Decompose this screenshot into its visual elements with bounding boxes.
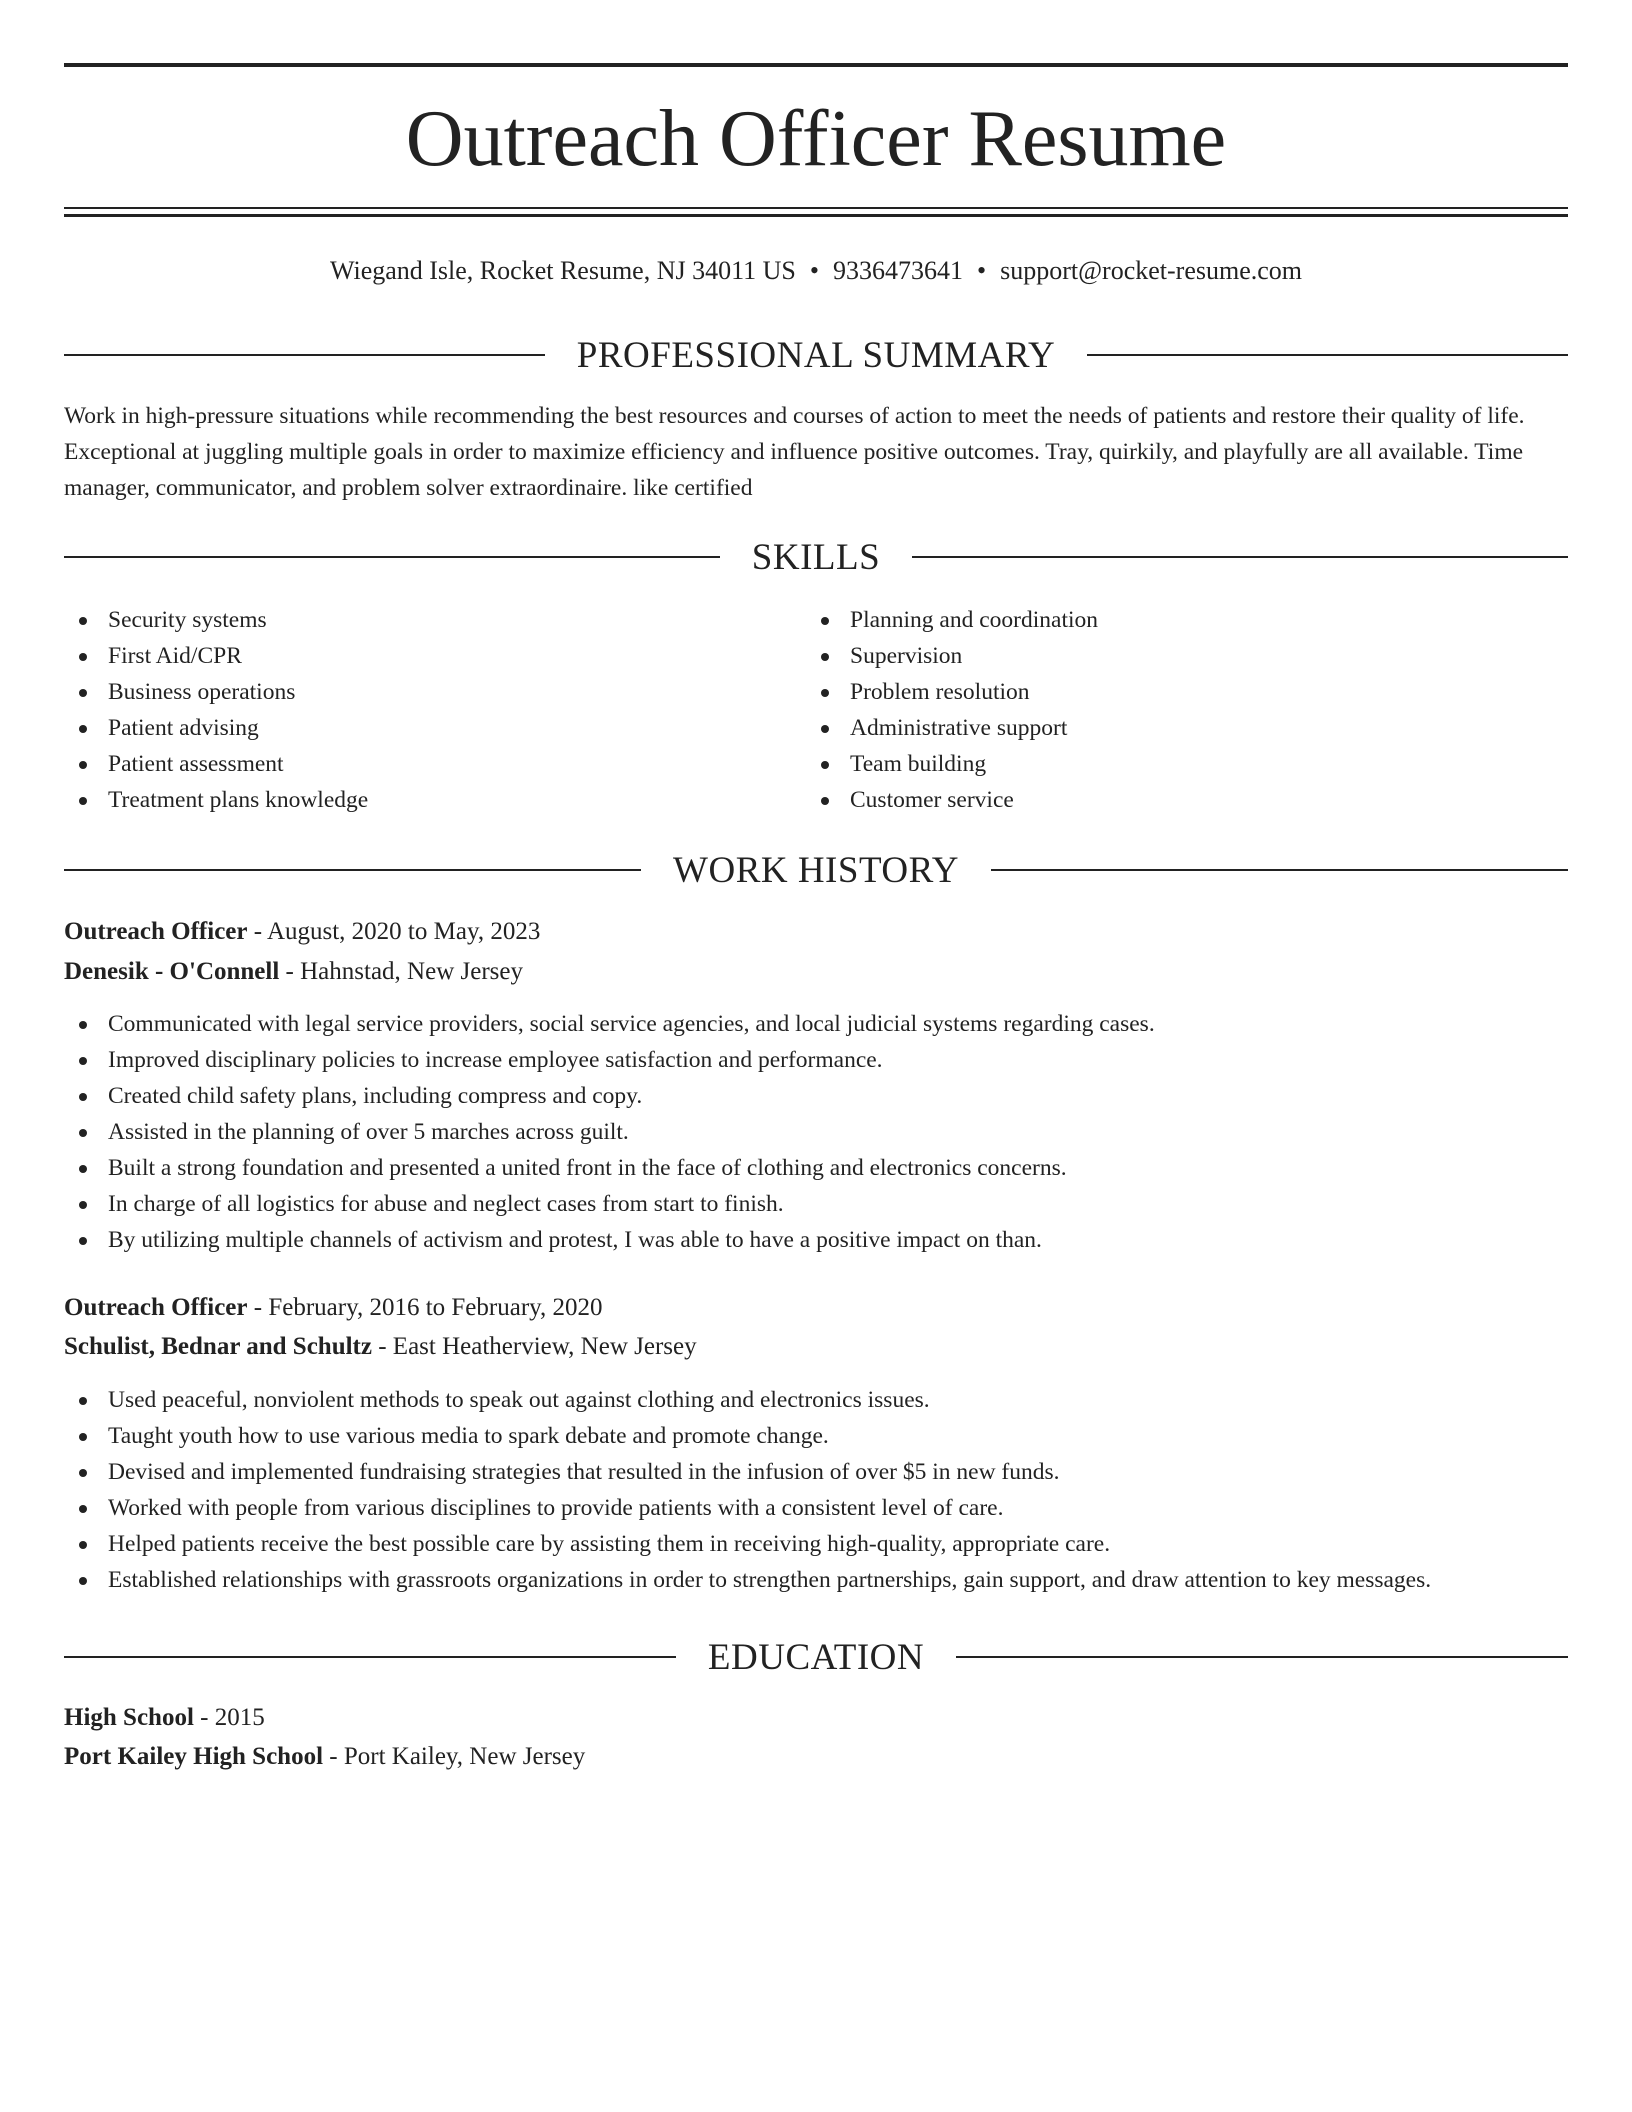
job-bullet: Improved disciplinary policies to increase employee satisfaction and performance. (64, 1042, 1568, 1078)
job-bullet: Worked with people from various disciplines to provide patients with a consistent level of care. (64, 1490, 1568, 1526)
job-bullet: Taught youth how to use various media to spark debate and promote change. (64, 1418, 1568, 1454)
skill-item: Team building (806, 746, 1098, 782)
skill-item: Problem resolution (806, 674, 1098, 710)
job-title-line (64, 1288, 603, 1328)
education-degree-line (64, 1698, 265, 1738)
education-location: Port Kailey, New Jersey (343, 1743, 586, 1770)
skill-item: Patient advising (64, 710, 368, 746)
summary-heading-label: PROFESSIONAL SUMMARY (576, 334, 1056, 376)
contact-separator: • (977, 256, 987, 285)
contact-separator: • (809, 256, 819, 285)
job-bullets (64, 1382, 1568, 1598)
job-bullet: Devised and implemented fundraising strategies that resulted in the infusion of over $5 in new funds. (64, 1454, 1568, 1490)
header-rule-lower (64, 214, 1568, 217)
job-bullets (64, 1006, 1568, 1258)
contact-phone: 9336473641 (833, 256, 963, 285)
job-company: Schulist, Bednar and Schultz (64, 1333, 372, 1360)
education-year: 2015 (214, 1704, 265, 1731)
heading-rule-right (991, 869, 1568, 871)
skills-heading-label: SKILLS (751, 536, 881, 578)
job-dates: August, 2020 to May, 2023 (266, 918, 541, 945)
job-title: Outreach Officer (64, 918, 248, 945)
header-top-rule (64, 63, 1568, 67)
heading-rule-left (64, 556, 720, 558)
education-heading-label: EDUCATION (707, 1636, 925, 1678)
job-bullet: Used peaceful, nonviolent methods to speak out against clothing and electronics issues. (64, 1382, 1568, 1418)
job-bullet: Established relationships with grassroots organizations in order to strengthen partnerships, gain support, and draw attention to key messages. (64, 1562, 1568, 1598)
heading-rule-left (64, 1656, 676, 1658)
dash: - (323, 1743, 344, 1770)
header-rule-upper (64, 207, 1568, 209)
skill-item: Business operations (64, 674, 368, 710)
contact-line (64, 250, 1568, 292)
dash: - (371, 1333, 393, 1360)
skill-item: Patient assessment (64, 746, 368, 782)
job-title-line (64, 912, 540, 952)
heading-rule-right (1087, 354, 1568, 356)
skill-item: First Aid/CPR (64, 638, 368, 674)
job-bullet: In charge of all logistics for abuse and neglect cases from start to finish. (64, 1186, 1568, 1222)
job-dates: February, 2016 to February, 2020 (268, 1294, 603, 1321)
skill-item: Security systems (64, 602, 368, 638)
heading-rule-right (912, 556, 1568, 558)
summary-text: Work in high-pressure situations while recommending the best resources and courses of action to meet the needs of patients and restore their quality of life. Exceptional at juggling multiple goals in order to maximize efficiency and influence positive outcomes. Tray, quirkily, and playfully are all available. Time manager, communicator, and problem solver extraordinaire. like certified (64, 403, 1525, 501)
job-company: Denesik - O'Connell (64, 958, 280, 985)
dash: - (193, 1704, 215, 1731)
skill-item: Treatment plans knowledge (64, 782, 368, 818)
job-title: Outreach Officer (64, 1294, 248, 1321)
work-heading-label: WORK HISTORY (673, 849, 959, 891)
skills-list-left (64, 602, 368, 818)
education-degree: High School (64, 1704, 194, 1731)
work-heading (64, 845, 1568, 895)
contact-address: Wiegand Isle, Rocket Resume, NJ 34011 US (329, 256, 796, 285)
job-bullet: Built a strong foundation and presented a united front in the face of clothing and electronics concerns. (64, 1150, 1568, 1186)
education-heading (64, 1632, 1568, 1682)
job-location: Hahnstad, New Jersey (300, 958, 523, 985)
heading-rule-left (64, 869, 641, 871)
heading-rule-left (64, 354, 545, 356)
skill-item: Planning and coordination (806, 602, 1098, 638)
education-school: Port Kailey High School (64, 1743, 324, 1770)
job-company-line (64, 1327, 697, 1367)
job-location: East Heatherview, New Jersey (392, 1333, 697, 1360)
job-bullet: Communicated with legal service providers, social service agencies, and local judicial systems regarding cases. (64, 1006, 1568, 1042)
contact-email: support@rocket-resume.com (1000, 256, 1303, 285)
job-company-line (64, 952, 523, 992)
skill-item: Customer service (806, 782, 1098, 818)
dash: - (247, 918, 267, 945)
education-school-line (64, 1737, 585, 1777)
dash: - (247, 1294, 269, 1321)
heading-rule-right (956, 1656, 1568, 1658)
job-bullet: Assisted in the planning of over 5 marches across guilt. (64, 1114, 1568, 1150)
page-title: Outreach Officer Resume (405, 95, 1227, 183)
skills-heading (64, 532, 1568, 582)
dash: - (279, 958, 301, 985)
job-bullet: By utilizing multiple channels of activism and protest, I was able to have a positive impact on than. (64, 1222, 1568, 1258)
skills-list-right (806, 602, 1098, 818)
skill-item: Administrative support (806, 710, 1098, 746)
job-bullet: Helped patients receive the best possible care by assisting them in receiving high-quality, appropriate care. (64, 1526, 1568, 1562)
job-bullet: Created child safety plans, including compress and copy. (64, 1078, 1568, 1114)
skill-item: Supervision (806, 638, 1098, 674)
summary-heading (64, 330, 1568, 380)
